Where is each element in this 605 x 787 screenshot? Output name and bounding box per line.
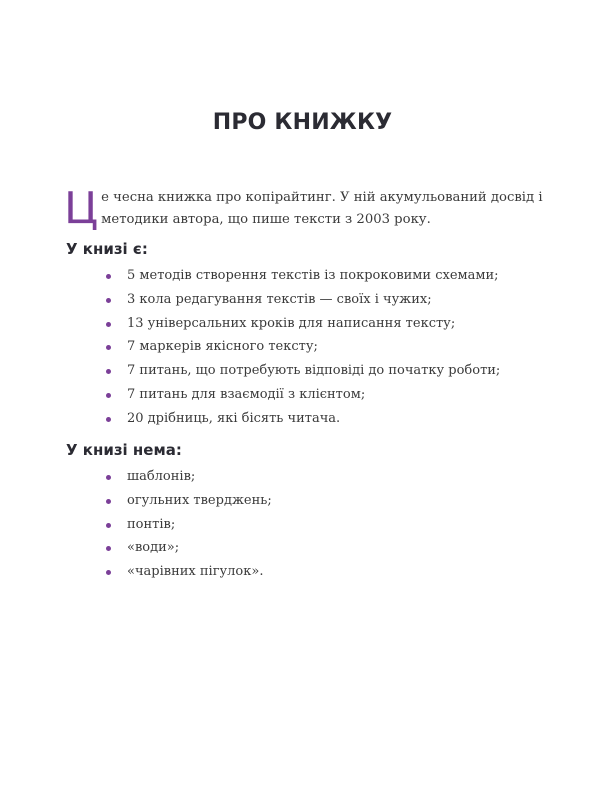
list-item-text: 3 кола редагування текстів — своїх і чужих; xyxy=(127,291,432,307)
list-item-text: 13 універсальних кроків для написання тексту; xyxy=(127,315,456,331)
list-item xyxy=(106,465,272,489)
list-item xyxy=(106,513,272,537)
bullet-icon xyxy=(106,274,111,279)
intro-text: е чесна книжка про копірайтинг. У ній акумульований досвід і методики автора, що пише тексти з 2003 року. xyxy=(101,190,543,227)
list-item-text: огульних тверджень; xyxy=(127,492,272,508)
list-item xyxy=(106,312,500,336)
intro-paragraph xyxy=(64,183,554,234)
page-title: ПРО КНИЖКУ xyxy=(212,110,393,135)
list-item-text: понтів; xyxy=(127,516,176,532)
list-item-text: 7 маркерів якісного тексту; xyxy=(127,339,318,355)
list-item-text: «води»; xyxy=(127,540,180,556)
bullet-icon xyxy=(106,298,111,303)
bullet-icon xyxy=(106,499,111,504)
list-item-text: 20 дрібниць, які бісять читача. xyxy=(127,410,341,426)
hasnt-items-list xyxy=(106,465,272,584)
list-item xyxy=(106,335,500,359)
bullet-icon xyxy=(106,322,111,327)
list-item-text: 7 питань, що потребують відповіді до початку роботи; xyxy=(127,363,501,379)
list-item xyxy=(106,288,500,312)
list-item-text: шаблонів; xyxy=(127,469,196,484)
list-item xyxy=(106,383,500,407)
hasnt-section-heading: У книзі нема: xyxy=(66,441,182,459)
bullet-icon xyxy=(106,345,111,350)
has-section-heading: У книзі є: xyxy=(66,240,148,258)
list-item-text: 7 питань для взаємодії з клієнтом; xyxy=(127,386,366,402)
bullet-icon xyxy=(106,369,111,374)
list-item xyxy=(106,536,272,560)
list-item-text: 5 методів створення текстів із покроковими схемами; xyxy=(127,268,499,283)
drop-cap: Ц xyxy=(64,183,99,234)
bullet-icon xyxy=(106,523,111,528)
list-item xyxy=(106,264,500,288)
has-items-list xyxy=(106,264,500,431)
list-item xyxy=(106,359,500,383)
list-item xyxy=(106,407,500,431)
list-item xyxy=(106,489,272,513)
list-item xyxy=(106,560,272,584)
bullet-icon xyxy=(106,417,111,422)
bullet-icon xyxy=(106,546,111,551)
bullet-icon xyxy=(106,475,111,480)
bullet-icon xyxy=(106,393,111,398)
list-item-text: «чарівних пігулок». xyxy=(127,564,264,580)
bullet-icon xyxy=(106,570,111,575)
